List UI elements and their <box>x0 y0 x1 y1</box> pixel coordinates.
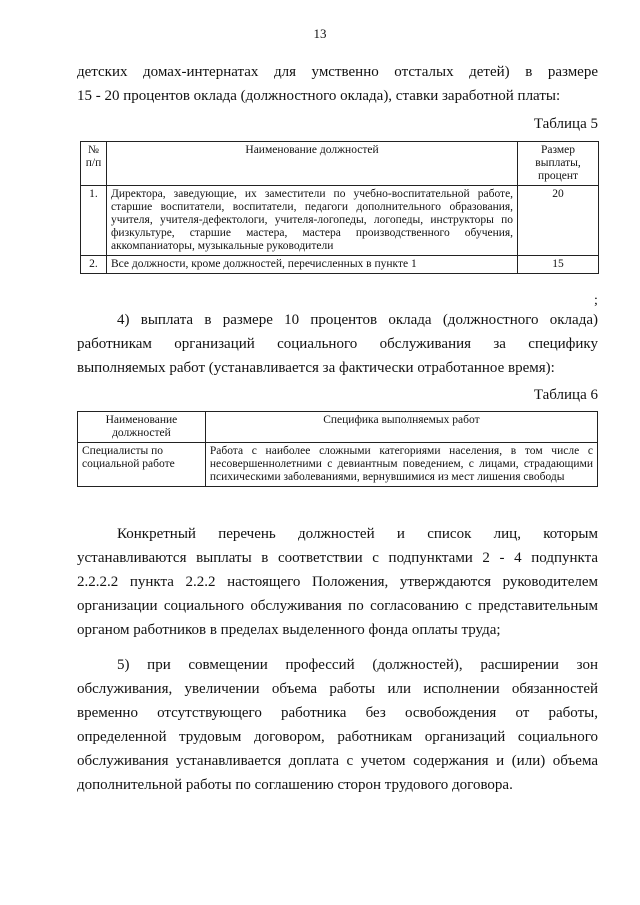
table6-caption: Таблица 6 <box>533 387 598 403</box>
text-line: выполняемых работ (устанавливается за фактически отработанное время): <box>77 360 555 376</box>
semicolon: ; <box>594 293 598 308</box>
text-line: детских домах-интернатах для умственно отсталых детей) в размере <box>77 64 598 80</box>
text-line: 4) выплата в размере 10 процентов оклада (должностного оклада) <box>117 312 598 328</box>
text-line: 15 - 20 процентов оклада (должностного оклада), ставки заработной платы: <box>77 88 561 104</box>
page-number: 13 <box>313 26 327 41</box>
table-row <box>78 443 598 487</box>
text-line: организации социального обслуживания по согласованию с представительным <box>77 598 598 614</box>
text-line: работникам организаций социального обслуживания за специфику <box>77 336 598 352</box>
row-num: 1. <box>81 186 107 256</box>
row-name: Специалисты по социальной работе <box>78 443 206 487</box>
row-name: Директора, заведующие, их заместители по учебно-воспитательной работе, старшие воспитатели, воспитатели, педагоги дополнительного образования, учителя, учителя-дефектологи, учителя-логопеды, логопеды, инструкторы по физкультуре, старшие мастера, мастера производственного обучения, аккомпаниаторы, музыкальные руководители <box>106 186 517 256</box>
table6 <box>77 411 598 487</box>
text-line: 2.2.2.2 пункта 2.2.2 настоящего Положения, утверждаются руководителем <box>77 574 598 590</box>
header-size: Размер выплаты, процент <box>518 142 599 186</box>
table-header-row <box>78 412 598 443</box>
text-line: обслуживания устанавливается доплата с учетом содержания и (или) объема <box>77 753 598 769</box>
text-line: временно отсутствующего работника без освобождения от работы, <box>77 705 598 721</box>
row-size: 15 <box>518 256 599 274</box>
row-name: Все должности, кроме должностей, перечисленных в пункте 1 <box>106 256 517 274</box>
header-name: Наименование должностей <box>106 142 517 186</box>
header-spec: Специфика выполняемых работ <box>205 412 597 443</box>
intro-paragraph <box>77 60 598 108</box>
text-line: устанавливаются выплаты в соответствии с подпунктами 2 - 4 подпункта <box>77 550 598 566</box>
row-spec: Работа с наиболее сложными категориями населения, в том числе с несовершеннолетними с девиантным поведением, с лицами, страдающими психическими заболеваниями, вернувшимися из мест лишения свободы <box>205 443 597 487</box>
row-size: 20 <box>518 186 599 256</box>
item4-paragraph <box>77 308 598 380</box>
text-line: 5) при совмещении профессий (должностей), расширении зон <box>117 657 598 673</box>
table5-caption: Таблица 5 <box>533 116 598 132</box>
table-row <box>81 186 599 256</box>
header-name: Наименование должностей <box>78 412 206 443</box>
text-line: определенной трудовым договором, работникам организаций социального <box>77 729 598 745</box>
header-num: № п/п <box>81 142 107 186</box>
list-paragraph <box>77 522 598 642</box>
text-line: Конкретный перечень должностей и список лиц, которым <box>117 526 598 542</box>
table-header-row <box>81 142 599 186</box>
table5 <box>80 141 599 274</box>
table-row <box>81 256 599 274</box>
text-line: дополнительной работы по соглашению сторон трудового договора. <box>77 777 513 793</box>
row-num: 2. <box>81 256 107 274</box>
item5-paragraph <box>77 653 598 797</box>
text-line: органом работников в пределах выделенного фонда оплаты труда; <box>77 622 501 638</box>
text-line: обслуживания, увеличении объема работы или исполнении обязанностей <box>77 681 598 697</box>
